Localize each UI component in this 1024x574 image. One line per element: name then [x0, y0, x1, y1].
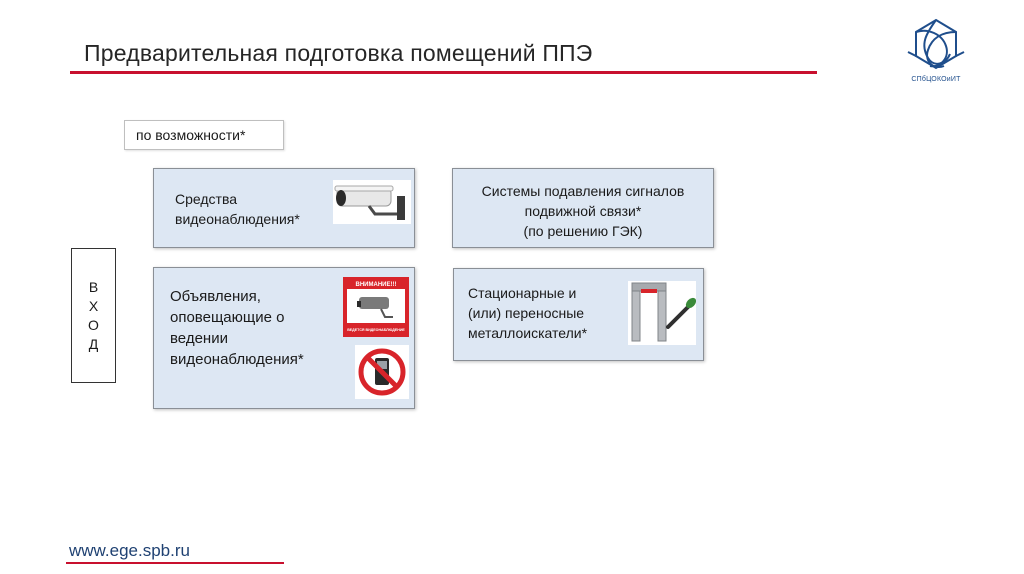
optional-badge: по возможности* [124, 120, 284, 150]
metal-detector-frame-icon [628, 281, 696, 345]
surveillance-warning-sign-icon [343, 277, 409, 337]
logo-emblem [898, 14, 974, 84]
cctv-text: Средства видеонаблюдения* [175, 191, 300, 227]
notices-text: Объявления, оповещающие о ведении видеонаблюдения* [170, 288, 304, 368]
footer-underline [66, 562, 284, 564]
warning-sign-header: ВНИМАНИЕ!!! [355, 282, 397, 288]
box-signal-jammers [452, 168, 714, 248]
no-phone-sign-icon [355, 345, 409, 399]
title-underline [70, 71, 817, 74]
cctv-camera-icon [333, 180, 411, 224]
warning-sign-footer: ВЕДЕТСЯ ВИДЕОНАБЛЮДЕНИЕ [347, 328, 405, 332]
logo-caption: СПбЦОКОиИТ [911, 76, 961, 83]
entrance-label: В Х О Д [71, 248, 116, 383]
detectors-text: Стационарные и (или) переносные металлоискатели* [468, 285, 588, 341]
footer-url[interactable]: www.ege.spb.ru [69, 541, 190, 560]
slide-title: Предварительная подготовка помещений ППЭ [84, 40, 593, 66]
jammers-text: Системы подавления сигналов подвижной связи* (по решению ГЭК) [481, 183, 685, 239]
